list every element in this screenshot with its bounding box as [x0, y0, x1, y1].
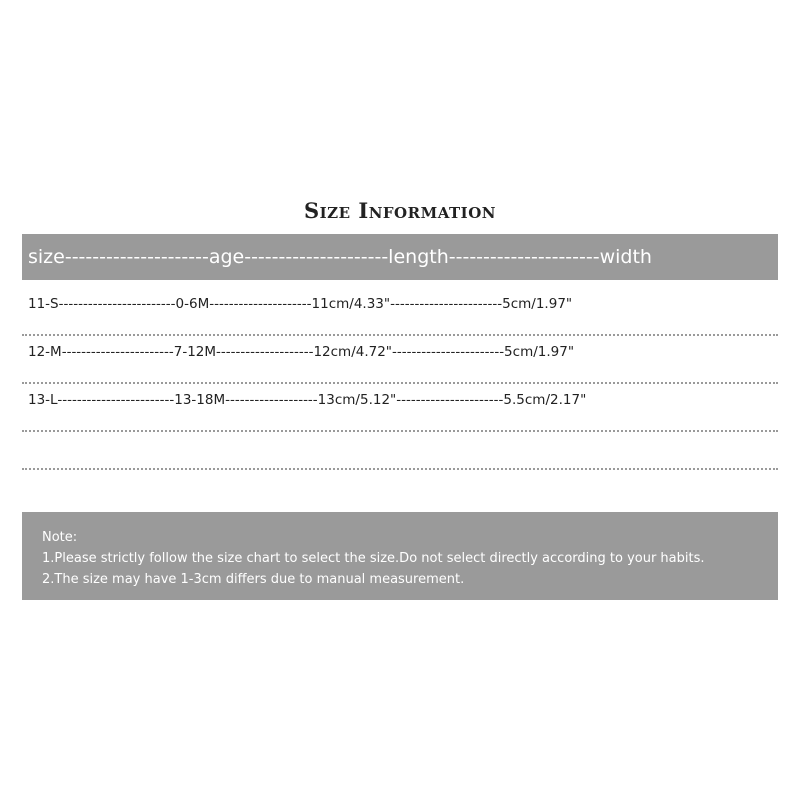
note-line-2: 2.The size may have 1-3cm differs due to manual measurement. — [42, 572, 465, 587]
table-row: 11-S------------------------0-6M---------------------11cm/4.33"-----------------------5cm/1.97" — [22, 290, 778, 336]
note-heading: Note: — [42, 530, 78, 545]
note-box — [22, 512, 778, 600]
table-row: 13-L------------------------13-18M-------------------13cm/5.12"----------------------5.5cm/2.17" — [22, 386, 778, 432]
size-table-header: size---------------------age---------------------length----------------------width — [22, 234, 778, 280]
note-line-1: 1.Please strictly follow the size chart to select the size.Do not select directly according to your habits. — [42, 551, 705, 566]
empty-table-row — [22, 434, 778, 470]
table-row: 12-M-----------------------7-12M--------------------12cm/4.72"-----------------------5cm/1.97" — [22, 338, 778, 384]
page-title: Size Information — [304, 198, 496, 223]
